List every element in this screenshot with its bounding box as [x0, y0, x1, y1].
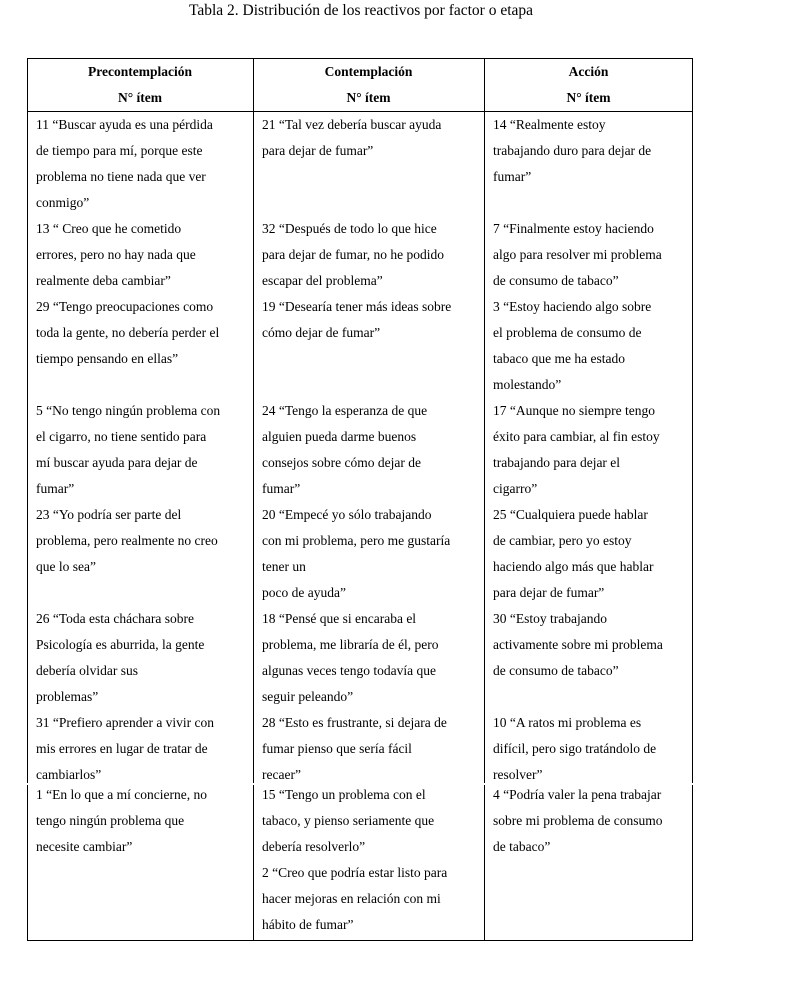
list-item: [262, 782, 478, 860]
item-line: hábito de fumar”: [262, 917, 354, 932]
item-line: 24 “Tengo la esperanza de que: [262, 403, 428, 418]
item-line: 31 “Prefiero aprender a vivir con: [36, 715, 215, 730]
item-line: seguir peleando”: [262, 689, 354, 704]
item-line: para dejar de fumar, no he podido: [262, 247, 445, 262]
list-item: [493, 112, 687, 190]
item-line: con mi problema, pero me gustaría: [262, 533, 451, 548]
item-line: 5 “No tengo ningún problema con: [36, 403, 221, 418]
item-line: de consumo de tabaco”: [493, 663, 619, 678]
item-line: debería resolverlo”: [262, 839, 366, 854]
item-line: cambiarlos”: [36, 767, 102, 782]
item-line: 19 “Desearía tener más ideas sobre: [262, 299, 452, 314]
item-line: 23 “Yo podría ser parte del: [36, 507, 182, 522]
item-line: 7 “Finalmente estoy haciendo: [493, 221, 654, 236]
item-line: problema, pero realmente no creo: [36, 533, 218, 548]
item-line: conmigo”: [36, 195, 90, 210]
list-item: [493, 398, 687, 502]
item-line: 28 “Esto es frustrante, si dejara de: [262, 715, 447, 730]
item-line: haciendo algo más que hablar: [493, 559, 654, 574]
item-line: errores, pero no hay nada que: [36, 247, 196, 262]
column-header-precontemplacion: [27, 58, 253, 111]
item-line: para dejar de fumar”: [493, 585, 605, 600]
item-line: 25 “Cualquiera puede hablar: [493, 507, 648, 522]
list-item: [36, 398, 247, 502]
item-line: 15 “Tengo un problema con el: [262, 787, 426, 802]
item-line: fumar”: [262, 481, 301, 496]
list-item: [262, 112, 478, 164]
item-line: 14 “Realmente estoy: [493, 117, 606, 132]
item-line: 2 “Creo que podría estar listo para: [262, 865, 448, 880]
list-item: [493, 216, 687, 294]
item-line: 3 “Estoy haciendo algo sobre: [493, 299, 652, 314]
item-line: fumar”: [493, 169, 532, 184]
item-line: sobre mi problema de consumo: [493, 813, 663, 828]
item-line: tengo ningún problema que: [36, 813, 185, 828]
list-item: [262, 294, 478, 346]
item-line: fumar”: [36, 481, 75, 496]
item-line: realmente deba cambiar”: [36, 273, 171, 288]
list-item: [36, 782, 247, 860]
item-line: de tabaco”: [493, 839, 551, 854]
item-number-label: N° ítem: [566, 90, 611, 105]
stage-label: Acción: [568, 64, 609, 79]
column-header-contemplacion: [253, 58, 484, 111]
list-item: [493, 502, 687, 606]
list-item: [493, 782, 687, 860]
item-line: tiempo pensando en ellas”: [36, 351, 179, 366]
item-line: 11 “Buscar ayuda es una pérdida: [36, 117, 213, 132]
list-item: [493, 294, 687, 398]
item-line: escapar del problema”: [262, 273, 383, 288]
item-line: 17 “Aunque no siempre tengo: [493, 403, 655, 418]
item-line: 18 “Pensé que si encaraba el: [262, 611, 417, 626]
item-number-label: N° ítem: [346, 90, 391, 105]
item-line: 32 “Después de todo lo que hice: [262, 221, 437, 236]
item-line: difícil, pero sigo tratándolo de: [493, 741, 657, 756]
item-number-label: N° ítem: [117, 90, 162, 105]
list-item: [36, 294, 247, 372]
item-line: mis errores en lugar de tratar de: [36, 741, 208, 756]
item-line: algo para resolver mi problema: [493, 247, 662, 262]
item-line: el problema de consumo de: [493, 325, 642, 340]
item-line: cigarro”: [493, 481, 538, 496]
stage-label: Contemplación: [324, 64, 413, 79]
item-line: Psicología es aburrida, la gente: [36, 637, 205, 652]
item-line: resolver”: [493, 767, 543, 782]
list-item: [36, 710, 247, 788]
item-line: cómo dejar de fumar”: [262, 325, 381, 340]
item-line: 26 “Toda esta cháchara sobre: [36, 611, 194, 626]
item-line: 30 “Estoy trabajando: [493, 611, 607, 626]
list-item: [262, 398, 478, 502]
item-line: de cambiar, pero yo estoy: [493, 533, 632, 548]
item-line: fumar pienso que sería fácil: [262, 741, 412, 756]
item-line: 20 “Empecé yo sólo trabajando: [262, 507, 432, 522]
item-line: recaer”: [262, 767, 301, 782]
item-line: hacer mejoras en relación con mi: [262, 891, 441, 906]
item-line: problema no tiene nada que ver: [36, 169, 206, 184]
list-item: [36, 606, 247, 710]
item-line: 4 “Podría valer la pena trabajar: [493, 787, 662, 802]
list-item: [36, 112, 247, 216]
item-line: tabaco, y pienso seriamente que: [262, 813, 435, 828]
item-line: trabajando para dejar el: [493, 455, 621, 470]
column-items-contemplacion: [253, 112, 484, 940]
item-line: problemas”: [36, 689, 99, 704]
item-line: tener un: [262, 559, 306, 574]
item-line: problema, me libraría de él, pero: [262, 637, 439, 652]
item-line: 10 “A ratos mi problema es: [493, 715, 642, 730]
item-line: algunas veces tengo todavía que: [262, 663, 436, 678]
list-item: [36, 216, 247, 294]
item-line: trabajando duro para dejar de: [493, 143, 652, 158]
item-line: debería olvidar sus: [36, 663, 138, 678]
item-line: molestando”: [493, 377, 562, 392]
item-line: toda la gente, no debería perder el: [36, 325, 220, 340]
list-item: [262, 216, 478, 294]
item-line: el cigarro, no tiene sentido para: [36, 429, 207, 444]
item-line: poco de ayuda”: [262, 585, 346, 600]
item-line: éxito para cambiar, al fin estoy: [493, 429, 660, 444]
item-line: 21 “Tal vez debería buscar ayuda: [262, 117, 442, 132]
list-item: [493, 606, 687, 684]
item-line: alguien pueda darme buenos: [262, 429, 417, 444]
item-line: 1 “En lo que a mí concierne, no: [36, 787, 207, 802]
item-line: 29 “Tengo preocupaciones como: [36, 299, 214, 314]
table-border-bottom: [27, 940, 693, 941]
item-line: de consumo de tabaco”: [493, 273, 619, 288]
list-item: [262, 860, 478, 938]
item-line: tabaco que me ha estado: [493, 351, 625, 366]
item-line: mí buscar ayuda para dejar de: [36, 455, 198, 470]
list-item: [262, 502, 478, 606]
item-line: 13 “ Creo que he cometido: [36, 221, 182, 236]
item-line: de tiempo para mí, porque este: [36, 143, 203, 158]
item-line: que lo sea”: [36, 559, 96, 574]
item-line: necesite cambiar”: [36, 839, 133, 854]
list-item: [262, 606, 478, 710]
table-caption: Tabla 2. Distribución de los reactivos por factor o etapa: [188, 2, 534, 19]
column-items-accion: [484, 112, 693, 940]
items-table: [27, 58, 693, 941]
item-line: para dejar de fumar”: [262, 143, 374, 158]
list-item: [262, 710, 478, 788]
stage-label: Precontemplación: [88, 64, 192, 79]
list-item: [493, 710, 687, 788]
column-items-precontemplacion: [27, 112, 253, 940]
item-line: activamente sobre mi problema: [493, 637, 663, 652]
item-line: consejos sobre cómo dejar de: [262, 455, 421, 470]
list-item: [36, 502, 247, 580]
column-header-accion: [484, 58, 693, 111]
